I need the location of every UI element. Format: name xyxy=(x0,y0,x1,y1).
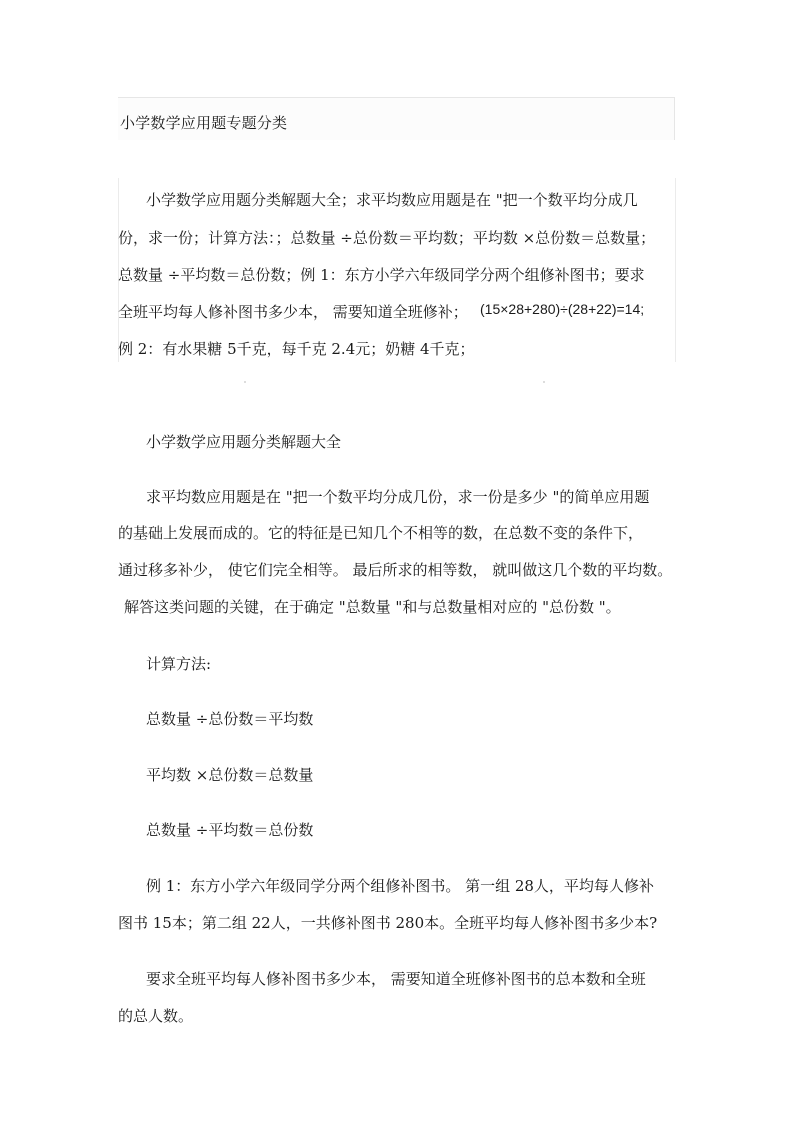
analysis-line: 要求全班平均每人修补图书多少本， 需要知道全班修补图书的总本数和全班 xyxy=(146,970,646,988)
formula-line: 平均数 ×总份数＝总数量 xyxy=(146,766,314,784)
summary-line-1: 小学数学应用题分类解题大全；求平均数应用题是在 "把一个数平均分成几 xyxy=(146,191,638,209)
summary-line-2: 份，求一份；计算方法：；总数量 ÷总份数＝平均数；平均数 ×总份数＝总数量； xyxy=(118,229,656,247)
section-heading: 小学数学应用题分类解题大全 xyxy=(146,433,342,451)
scan-speck xyxy=(244,381,246,383)
document-title: 小学数学应用题专题分类 xyxy=(120,114,288,132)
summary-line-4: 全班平均每人修补图书多少本， 需要知道全班修补； xyxy=(118,303,468,321)
example-line: 例 1：东方小学六年级同学分两个组修补图书。 第一组 28人，平均每人修补 xyxy=(146,877,654,895)
formula-line: 总数量 ÷总份数＝平均数 xyxy=(146,710,314,728)
formula-line: 总数量 ÷平均数＝总份数 xyxy=(146,821,314,839)
paragraph-line: 解答这类问题的关键，在于确定 "总数量 "和与总数量相对应的 "总份数 "。 xyxy=(124,598,621,616)
example-line: 图书 15本；第二组 22人，一共修补图书 280本。全班平均每人修补图书多少本? xyxy=(118,914,658,932)
summary-formula: (15×28+280)÷(28+22)=14; xyxy=(480,301,645,317)
paragraph-line: 的基础上发展而成的。它的特征是已知几个不相等的数，在总数不变的条件下， xyxy=(118,524,644,542)
summary-line-5: 例 2：有水果糖 5千克，每千克 2.4元；奶糖 4千克； xyxy=(118,340,475,358)
method-label: 计算方法: xyxy=(146,655,212,673)
paragraph-line: 求平均数应用题是在 "把一个数平均分成几份，求一份是多少 "的简单应用题 xyxy=(146,488,650,506)
scan-speck xyxy=(543,381,545,383)
summary-line-3: 总数量 ÷平均数＝总份数；例 1：东方小学六年级同学分两个组修补图书；要求 xyxy=(118,266,645,284)
analysis-line: 的总人数。 xyxy=(118,1007,194,1025)
paragraph-line: 通过移多补少， 使它们完全相等。 最后所求的相等数， 就叫做这几个数的平均数。 xyxy=(118,561,673,579)
